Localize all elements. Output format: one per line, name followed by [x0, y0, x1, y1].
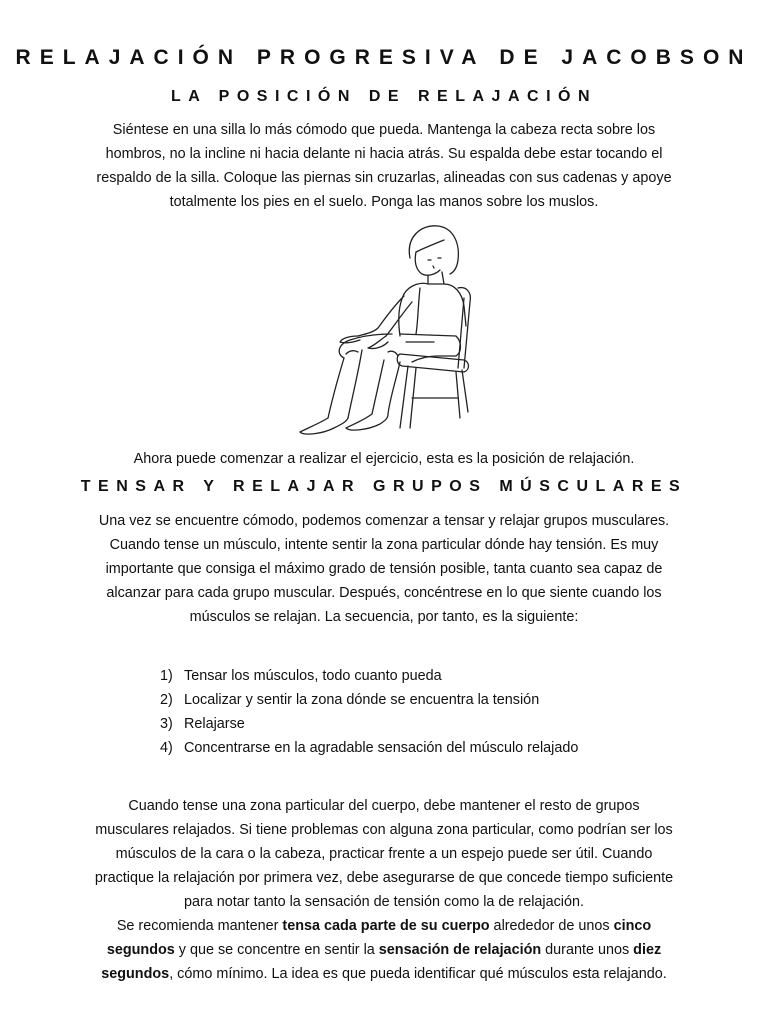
section-heading-tense-relax: TENSAR Y RELAJAR GRUPOS MÚSCULARES	[80, 478, 688, 495]
list-text: Relajarse	[184, 716, 245, 732]
text-line: importante que consiga el máximo grado de tensión posible, tanta cuanto sea capaz de	[105, 561, 663, 577]
list-text: Localizar y sentir la zona dónde se encuentra la tensión	[184, 692, 540, 708]
list-item	[160, 712, 720, 736]
document-title: RELAJACIÓN PROGRESIVA DE JACOBSON	[15, 46, 753, 69]
list-item	[160, 736, 720, 760]
section-heading-position: LA POSICIÓN DE RELAJACIÓN	[170, 88, 598, 105]
list-number: 1)	[160, 668, 173, 684]
list-text: Concentrarse en la agradable sensación del músculo relajado	[184, 740, 579, 756]
text-line: músculos de la cara o la cabeza, practicar frente a un espejo puede ser útil. Cuando	[115, 846, 653, 862]
text-line: para notar tanto la sensación de tensión como la de relajación.	[184, 894, 584, 910]
list-item	[160, 688, 720, 712]
list-text: Tensar los músculos, todo cuanto pueda	[184, 668, 442, 684]
text-line: Una vez se encuentre cómodo, podemos comenzar a tensar y relajar grupos musculares.	[98, 513, 670, 529]
list-number: 4)	[160, 740, 173, 756]
text-line: Siéntese en una silla lo más cómodo que pueda. Mantenga la cabeza recta sobre los	[112, 122, 656, 138]
emphasis-text: sensación de relajación	[378, 942, 542, 958]
text-line: totalmente los pies en el suelo. Ponga las manos sobre los muslos.	[169, 194, 599, 210]
position-caption	[40, 447, 728, 471]
text-line: respaldo de la silla. Coloque las piernas sin cruzarlas, alineadas con sus cadenas y apoye	[96, 170, 672, 186]
closing-paragraph	[40, 794, 728, 914]
list-number: 3)	[160, 716, 173, 732]
tense-relax-intro	[40, 509, 728, 629]
emphasis-text: segundos	[101, 966, 170, 982]
text-line: hombros, no la incline ni hacia delante ni hacia atrás. Su espalda debe estar tocando el	[105, 146, 663, 162]
emphasis-text: cinco	[613, 918, 652, 934]
list-number: 2)	[160, 692, 173, 708]
position-instructions	[40, 118, 728, 214]
text-line: practique la relajación por primera vez, debe asegurarse de que concede tiempo suficiente	[94, 870, 674, 886]
emphasis-text: segundos	[106, 942, 175, 958]
list-item	[160, 664, 720, 688]
text-run: durante unos	[541, 942, 634, 958]
text-run: Se recomienda mantener	[116, 918, 283, 934]
text-line: Ahora puede comenzar a realizar el ejercicio, esta es la posición de relajación.	[133, 451, 635, 467]
text-line	[40, 938, 728, 962]
text-run: , cómo mínimo. La idea es que pueda identificar qué músculos esta relajando.	[169, 966, 667, 982]
text-line: musculares relajados. Si tiene problemas con alguna zona particular, como podrían ser los	[95, 822, 673, 838]
text-run: y que se concentre en sentir la	[174, 942, 379, 958]
text-line: Cuando tense una zona particular del cuerpo, debe mantener el resto de grupos	[128, 798, 640, 814]
emphasis-text: tensa cada parte de su cuerpo	[282, 918, 490, 934]
text-line: alcanzar para cada grupo muscular. Después, concéntrese en lo que siente cuando los	[106, 585, 662, 601]
text-line: Cuando tense un músculo, intente sentir la zona particular dónde hay tensión. Es muy	[109, 537, 659, 553]
recommendation-paragraph	[40, 914, 728, 986]
emphasis-text: diez	[633, 942, 662, 958]
text-line	[40, 962, 728, 986]
text-line: músculos se relajan. La secuencia, por tanto, es la siguiente:	[189, 609, 579, 625]
text-run: alrededor de unos	[489, 918, 614, 934]
sequence-list	[160, 664, 720, 760]
text-line	[40, 914, 728, 938]
seated-woman-illustration	[288, 222, 488, 440]
